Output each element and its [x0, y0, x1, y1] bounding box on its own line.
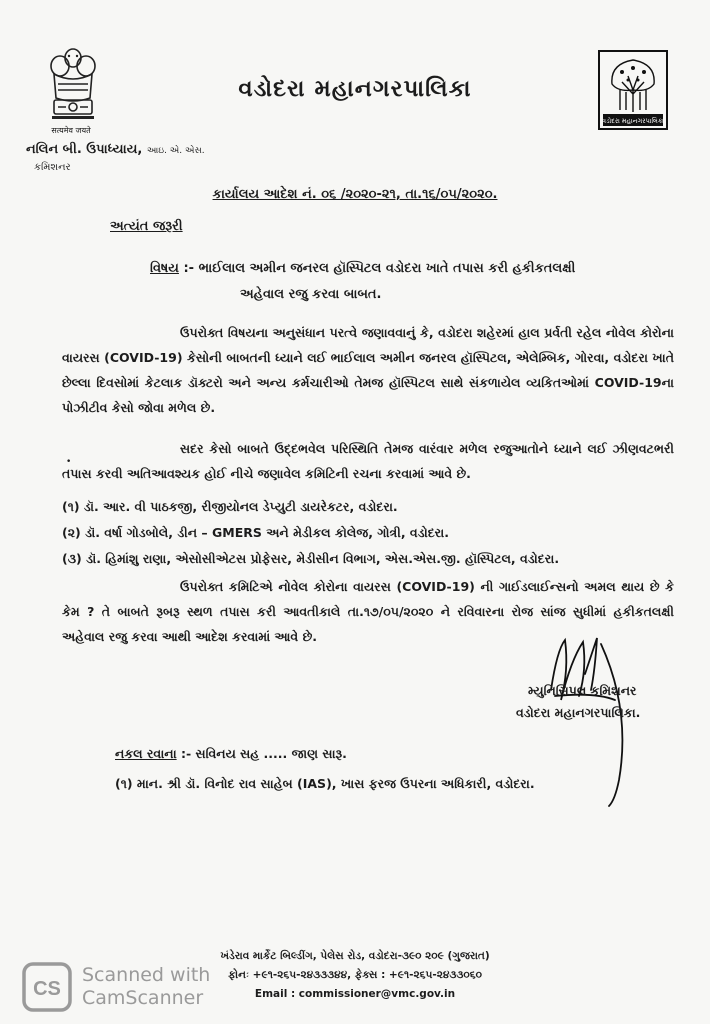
watermark-line-1: Scanned with [82, 964, 211, 986]
emblem-caption: सत्यमेव जयते [51, 126, 91, 135]
signature-title: મ્યુનિસિપલ કમિશનર [528, 683, 637, 698]
subject-block [150, 256, 680, 308]
camscanner-logo-letters: CS [33, 978, 61, 1000]
logo-text: વડોદરા મહાનગરપાલિકા [601, 117, 665, 125]
officer-name [26, 142, 205, 157]
body-paragraph-3-text: ઉપરોક્ત કમિટિએ નોવેલ કોરોના વાયરસ (COVID-19) ની ગાઈડલાઈન્સનો અમલ થાય છે કે કેમ ? તે બાબતે રૂબરૂ સ્થળ તપાસ કરી આવતીકાલે તા.૧૭/૦૫/૨૦૨૦ ને રવિવારના રોજ સાંજ સુધીમાં હકીકતલક્ષી અહેવાલ રજુ કરવા આથી આદેશ કરવામાં આવે છે. [62, 579, 674, 644]
copy-to-heading [115, 746, 347, 762]
committee-list [62, 494, 682, 572]
urgent-label: અત્યંત જરૂરી [110, 219, 183, 234]
footer-address: ખંડેરાવ માર્કેટ બિલ્ડીંગ, પેલેસ રોડ, વડોદરા-૩૯૦ ૨૦૯ (ગુજરાત) [220, 950, 490, 962]
subject-line-2: અહેવાલ રજુ કરવા બાબત. [240, 287, 382, 302]
signature-organization: વડોદરા મહાનગરપાલિકા. [516, 705, 641, 720]
vmc-logo-icon [598, 50, 668, 130]
list-item: (૧) ડૉ. આર. વી પાઠકજી, રીજીયોનલ ડેપ્યુટી ડાયરેકટર, વડોદરા. [62, 499, 398, 514]
footer-phone: ફોનઃ +૯૧-૨૬૫-૨૪૩૩૩૪૪, ફેક્સ : +૯૧-૨૬૫-૨૪૩૩૦૬૦ [228, 969, 482, 981]
organization-title: વડોદરા મહાનગરપાલિકા [238, 76, 472, 102]
footer-email: Email : commissioner@vmc.gov.in [254, 988, 456, 1000]
subject-separator: :- [183, 261, 195, 276]
officer-suffix: આઇ. એ. એસ. [146, 146, 205, 156]
scan-dot: • [66, 457, 72, 467]
copy-to-rest: :- સવિનય સહ ..... જાણ સારૂ. [181, 746, 347, 761]
order-reference: કાર્યાલય આદેશ નં. ૦૬ /૨૦૨૦-૨૧, તા.૧૬/૦૫/૨૦૨૦. [212, 187, 498, 202]
subject-line-1: ભાઈલાલ અમીન જનરલ હૉસ્પિટલ વડોદરા ખાતે તપાસ કરી હકીકતલક્ષી [198, 261, 576, 276]
camscanner-watermark [82, 964, 210, 1010]
copy-to-label: નકલ રવાના [115, 746, 177, 761]
body-paragraph-2-text: સદર કેસો બાબતે ઉદ્દભવેલ પરિસ્થિતિ તેમજ વારંવાર મળેલ રજુઆતોને ધ્યાને લઈ ઝીણવટભરી તપાસ કરવી અતિઆવશ્યક હોઈ નીચે જણાવેલ કમિટિની રચના કરવામાં આવે છે. [62, 441, 674, 481]
officer-name-text: નલિન બી. ઉપાધ્યાય, [26, 142, 143, 157]
list-item: (૨) ડૉ. વર્ષા ગોડબોલે, ડીન – GMERS અને મેડીકલ કોલેજ, ગોત્રી, વડોદરા. [62, 525, 449, 540]
watermark-line-2: CamScanner [82, 987, 204, 1009]
body-paragraph-1-text: ઉપરોક્ત વિષયના અનુસંધાન પરત્વે જણાવવાનું કે, વડોદરા શહેરમાં હાલ પ્રર્વતી રહેલ નોવેલ કોરોના વાયરસ (COVID-19) કેસોની બાબતની ધ્યાને લઈ ભાઈલાલ અમીન જનરલ હૉસ્પિટલ, એલેમ્બિક, ગોરવા, વડોદરા ખાતે છેલ્લા દિવસોમાં કેટલાક ડૉક્ટરો અને અન્ય કર્મચારીઓ તેમજ હૉસ્પિટલ સાથે સંકળાયેલ વ્યકિતઓમાં COVID-19ના પોઝીટીવ કેસો જોવા મળેલ છે. [62, 325, 674, 415]
list-item: (૧) માન. શ્રી ડૉ. વિનોદ રાવ સાહેબ (IAS), ખાસ ફરજ ઉપરના અધિકારી, વડોદરા. [115, 776, 535, 791]
camscanner-logo-icon [22, 962, 72, 1012]
body-paragraph-1 [62, 320, 674, 420]
body-paragraph-2 [62, 436, 674, 486]
subject-label: વિષય [150, 261, 179, 276]
list-item: (૩) ડૉ. હિમાંશુ રાણા, એસોસીએટસ પ્રોફેસર, મેડીસીન વિભાગ, એસ.એસ.જી. હૉસ્પિટલ, વડોદરા. [62, 551, 560, 566]
officer-title: કમિશનર [34, 162, 71, 173]
